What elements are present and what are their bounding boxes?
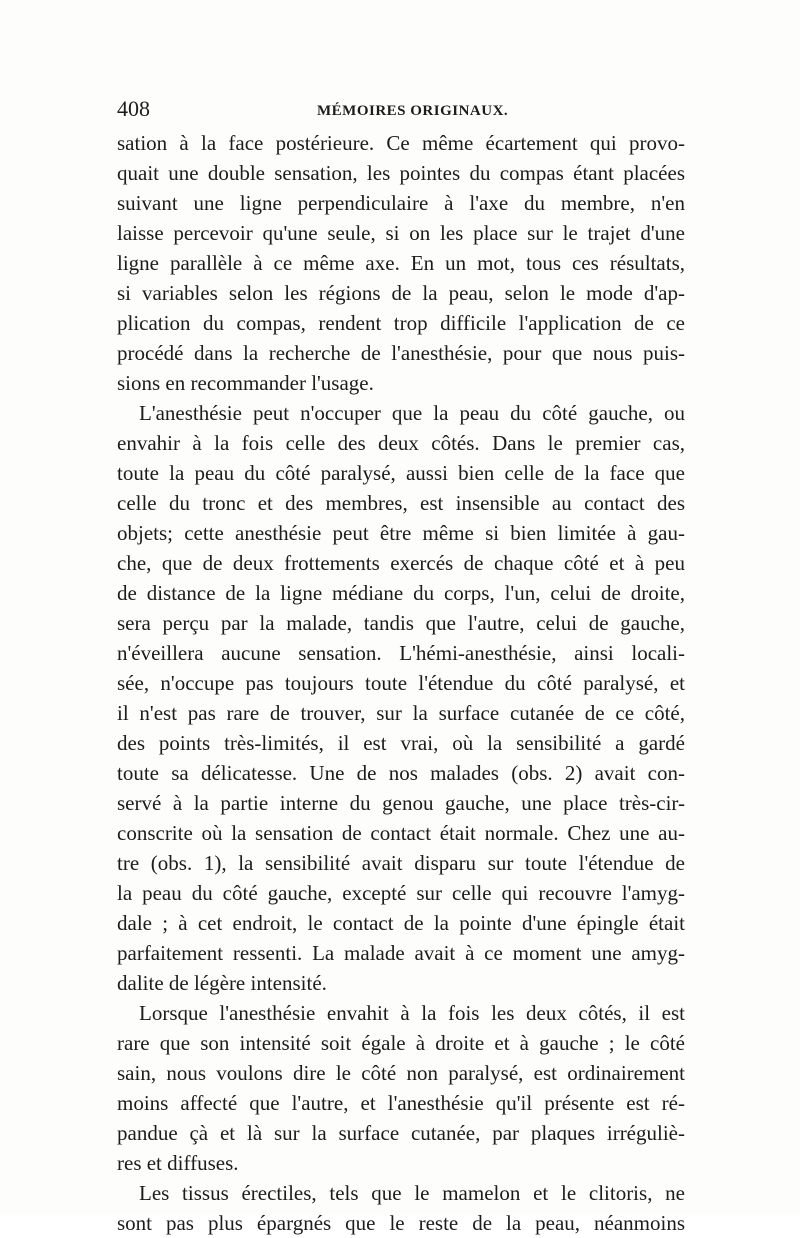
text-line: sain, nous voulons dire le côté non paralysé, est ordinairement: [117, 1061, 685, 1085]
text-line: quait une double sensation, les pointes du compas étant placées: [117, 161, 685, 185]
text-line: tre (obs. 1), la sensibilité avait disparu sur toute l'étendue de: [117, 851, 685, 875]
text-line: laisse percevoir qu'une seule, si on les place sur le trajet d'une: [117, 221, 685, 245]
text-line: sont pas plus épargnés que le reste de la peau, néanmoins: [117, 1211, 685, 1235]
text-line: plication du compas, rendent trop difficile l'application de ce: [117, 311, 685, 335]
running-title: MÉMOIRES ORIGINAUX.: [317, 103, 509, 119]
text-line: servé à la partie interne du genou gauche, une place très-cir-: [117, 791, 685, 815]
text-line: rare que son intensité soit égale à droite et à gauche ; le côté: [117, 1031, 685, 1055]
page-header: [117, 94, 685, 124]
text-line: la peau du côté gauche, excepté sur celle qui recouvre l'amyg-: [117, 881, 685, 905]
page-number: 408: [117, 96, 150, 121]
text-line: objets; cette anesthésie peut être même si bien limitée à gau-: [117, 521, 685, 545]
text-line: toute la peau du côté paralysé, aussi bien celle de la face que: [117, 461, 685, 485]
text-line: moins affecté que l'autre, et l'anesthésie qu'il présente est ré-: [117, 1091, 685, 1115]
text-line: si variables selon les régions de la peau, selon le mode d'ap-: [117, 281, 685, 305]
text-line: sée, n'occupe pas toujours toute l'étendue du côté paralysé, et: [117, 671, 685, 695]
text-line: de distance de la ligne médiane du corps, l'un, celui de droite,: [117, 581, 685, 605]
text-line: che, que de deux frottements exercés de chaque côté et à peu: [117, 551, 685, 575]
text-line: sera perçu par la malade, tandis que l'autre, celui de gauche,: [117, 611, 685, 635]
paragraph-start-line: L'anesthésie peut n'occuper que la peau du côté gauche, ou: [139, 401, 685, 425]
body-text: [117, 128, 685, 1238]
text-line: envahir à la fois celle des deux côtés. Dans le premier cas,: [117, 431, 685, 455]
text-line: celle du tronc et des membres, est insensible au contact des: [117, 491, 685, 515]
paragraph-start-line: Lorsque l'anesthésie envahit à la fois les deux côtés, il est: [139, 1001, 685, 1025]
text-line: pandue çà et là sur la surface cutanée, par plaques irréguliè-: [117, 1121, 685, 1145]
paragraph-end-line: dalite de légère intensité.: [117, 971, 327, 995]
paragraph-end-line: sions en recommander l'usage.: [117, 371, 374, 395]
text-line: sation à la face postérieure. Ce même écartement qui provo-: [117, 131, 685, 155]
text-line: dale ; à cet endroit, le contact de la pointe d'une épingle était: [117, 911, 685, 935]
text-line: procédé dans la recherche de l'anesthésie, pour que nous puis-: [117, 341, 685, 365]
text-line: conscrite où la sensation de contact était normale. Chez une au-: [117, 821, 685, 845]
text-line: des points très-limités, il est vrai, où la sensibilité a gardé: [117, 731, 685, 755]
text-line: il n'est pas rare de trouver, sur la surface cutanée de ce côté,: [117, 701, 685, 725]
text-line: n'éveillera aucune sensation. L'hémi-anesthésie, ainsi locali-: [117, 641, 685, 665]
text-line: ligne parallèle à ce même axe. En un mot, tous ces résultats,: [117, 251, 685, 275]
text-line: suivant une ligne perpendiculaire à l'axe du membre, n'en: [117, 191, 685, 215]
paragraph-end-line: res et diffuses.: [117, 1151, 239, 1175]
text-line: parfaitement ressenti. La malade avait à ce moment une amyg-: [117, 941, 685, 965]
paragraph-start-line: Les tissus érectiles, tels que le mamelon et le clitoris, ne: [139, 1181, 685, 1205]
text-line: toute sa délicatesse. Une de nos malades (obs. 2) avait con-: [117, 761, 685, 785]
